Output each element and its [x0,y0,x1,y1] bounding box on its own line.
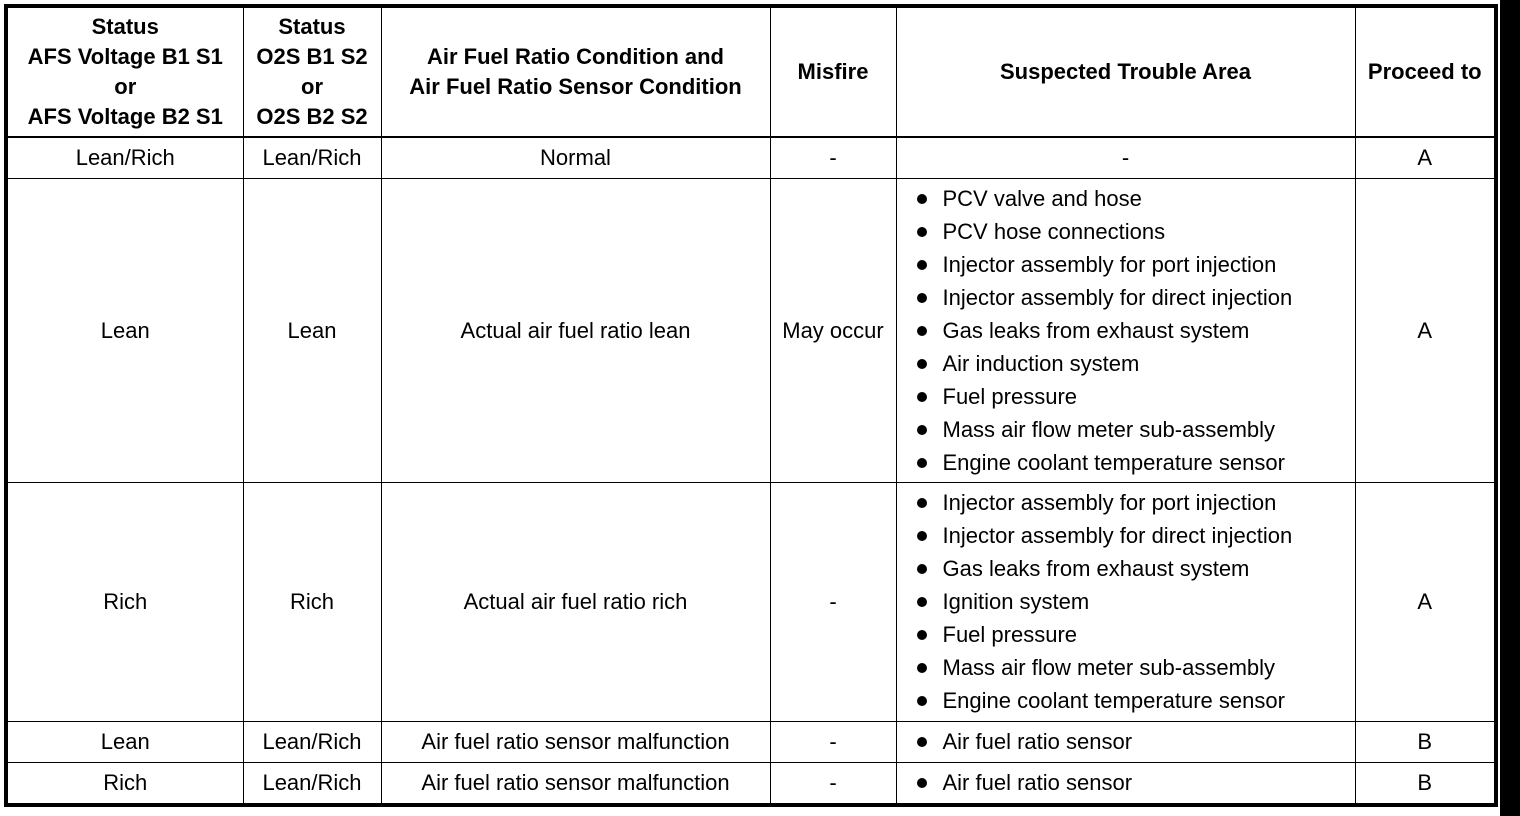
trouble-area-cell [896,179,1355,483]
bullet-dot-icon [917,663,927,673]
bullet-dot-icon [917,737,927,747]
bullet-dot-icon [917,227,927,237]
list-item: PCV hose connections [917,215,1353,248]
bullet-dot-icon [917,564,927,574]
proceed-cell: A [1355,137,1496,179]
condition-cell: Normal [381,137,770,179]
bullet-dot-icon [917,326,927,336]
trouble-area-list [917,182,1353,479]
bullet-dot-icon [917,630,927,640]
list-item: Gas leaks from exhaust system [917,553,1353,586]
bullet-dot-icon [917,778,927,788]
misfire-cell: - [770,137,896,179]
bullet-dot-icon [917,425,927,435]
bullet-dot-icon [917,597,927,607]
proceed-cell: B [1355,763,1496,806]
list-item: Injector assembly for direct injection [917,281,1353,314]
list-item: Fuel pressure [917,380,1353,413]
proceed-cell: A [1355,179,1496,483]
list-item: Engine coolant temperature sensor [917,446,1353,479]
bullet-dot-icon [917,194,927,204]
list-item: Air fuel ratio sensor [917,768,1353,798]
table-row [6,137,1496,179]
bullet-dot-icon [917,392,927,402]
bullet-dot-icon [917,293,927,303]
trouble-area-cell [896,722,1355,763]
bullet-dot-icon [917,531,927,541]
header-row [6,6,1496,137]
diagnostic-table [4,4,1498,807]
misfire-cell: - [770,483,896,722]
afs-status-cell: Rich [6,483,243,722]
header-misfire: Misfire [770,6,896,137]
trouble-area-cell: - [896,137,1355,179]
list-item: Injector assembly for port injection [917,487,1353,520]
afs-status-cell: Lean [6,722,243,763]
condition-cell: Actual air fuel ratio lean [381,179,770,483]
misfire-cell: - [770,722,896,763]
trouble-area-list [917,487,1353,718]
o2s-status-cell: Lean/Rich [243,722,381,763]
o2s-status-cell: Lean/Rich [243,763,381,806]
table-row [6,483,1496,722]
list-item: Injector assembly for port injection [917,248,1353,281]
bullet-dot-icon [917,498,927,508]
proceed-cell: B [1355,722,1496,763]
o2s-status-cell: Lean [243,179,381,483]
proceed-cell: A [1355,483,1496,722]
condition-cell: Air fuel ratio sensor malfunction [381,722,770,763]
header-trouble-area: Suspected Trouble Area [896,6,1355,137]
list-item: Mass air flow meter sub-assembly [917,413,1353,446]
misfire-cell: May occur [770,179,896,483]
condition-cell: Actual air fuel ratio rich [381,483,770,722]
header-o2s: Status O2S B1 S2 or O2S B2 S2 [243,6,381,137]
list-item: Mass air flow meter sub-assembly [917,652,1353,685]
header-condition: Air Fuel Ratio Condition and Air Fuel Ratio Sensor Condition [381,6,770,137]
list-item: Air induction system [917,347,1353,380]
bullet-dot-icon [917,696,927,706]
afs-status-cell: Lean/Rich [6,137,243,179]
list-item: Fuel pressure [917,619,1353,652]
header-proceed: Proceed to [1355,6,1496,137]
trouble-area-cell [896,763,1355,806]
bullet-dot-icon [917,458,927,468]
table-row [6,179,1496,483]
condition-cell: Air fuel ratio sensor malfunction [381,763,770,806]
list-item: Gas leaks from exhaust system [917,314,1353,347]
header-afs-voltage: Status AFS Voltage B1 S1 or AFS Voltage B2 S1 [6,6,243,137]
list-item: Air fuel ratio sensor [917,727,1353,757]
afs-status-cell: Lean [6,179,243,483]
table-row [6,763,1496,806]
o2s-status-cell: Lean/Rich [243,137,381,179]
list-item: PCV valve and hose [917,182,1353,215]
bullet-dot-icon [917,260,927,270]
afs-status-cell: Rich [6,763,243,806]
o2s-status-cell: Rich [243,483,381,722]
bullet-dot-icon [917,359,927,369]
list-item: Ignition system [917,586,1353,619]
right-edge-bar [1500,0,1520,816]
misfire-cell: - [770,763,896,806]
trouble-area-cell [896,483,1355,722]
table-row [6,722,1496,763]
list-item: Injector assembly for direct injection [917,520,1353,553]
list-item: Engine coolant temperature sensor [917,685,1353,718]
